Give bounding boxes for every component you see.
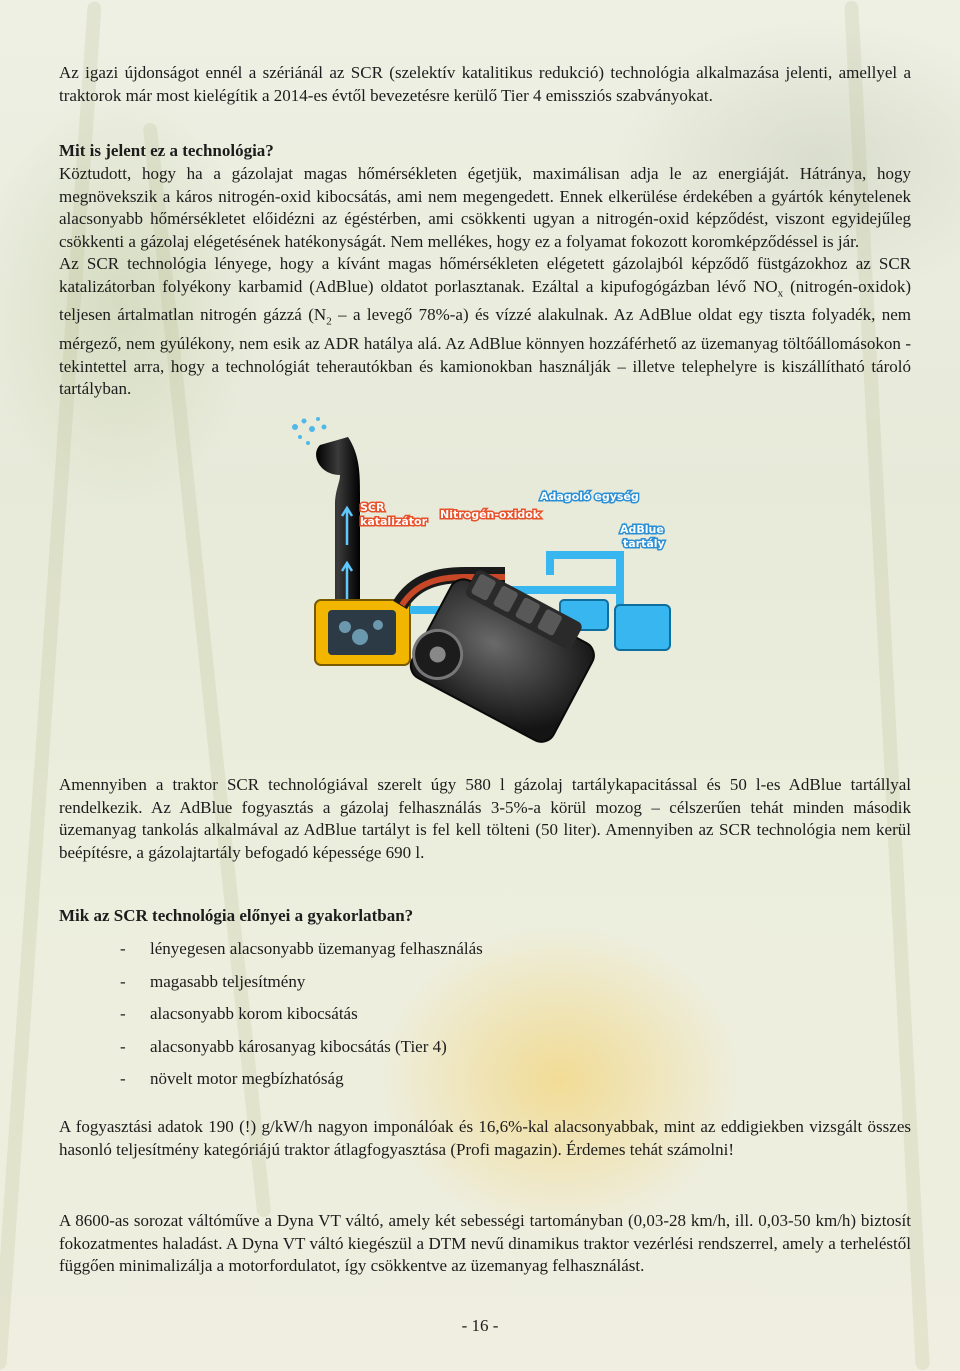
label-scr: SCR	[360, 501, 385, 514]
intro-text: Az igazi újdonságot ennél a szériánál az SCR (szelektív katalitikus redukció) technológia alkalmazása jelenti, amellyel a traktorok már most kielégítik a 2014-es évtől bevezetésre kerülő Tier 4 emissziós szabványokat.	[59, 63, 911, 105]
label-scr-catalyst: katalizátor	[360, 515, 428, 528]
list-item: - alacsonyabb korom kibocsátás	[120, 1004, 358, 1023]
list-item: - alacsonyabb károsanyag kibocsátás (Tier 4)	[120, 1036, 447, 1056]
section-technology	[59, 140, 911, 401]
advantages-list	[120, 938, 483, 1101]
capacity-text: Amennyiben a traktor SCR technológiával szerelt úgy 580 l gázolaj tartálykapacitással és 50 l-es AdBlue tartállyal rendelkezik. Az AdBlue fogyasztás a gázolaj felhasználás 3-5%-a körül mozog – célszerűen tehát minden második üzemanyag tankolás alkalmával az AdBlue tartályt is fel kell tölteni (50 liter). Amennyiben az SCR technológia nem kerül beépítésre, a gázolajtartály befogadó képessége 690 l.	[59, 775, 911, 862]
label-adblue-tank: tartály	[623, 537, 665, 550]
exhaust-pipe	[316, 437, 360, 615]
consumption-text: A fogyasztási adatok 190 (!) g/kW/h nagyon imponálóak és 16,6%-kal alacsonyabbak, mint az eddigiekben vizsgált összes hasonló teljesítmény kategóriájú traktor átlagfogyasztása (Profi magazin). Érdemes tehát számolni!	[59, 1117, 911, 1159]
list-item: - lényegesen alacsonyabb üzemanyag felhasználás	[120, 939, 483, 958]
intro-paragraph	[59, 62, 911, 107]
technology-paragraph-1: Köztudott, hogy ha a gázolajat magas hőmérsékleten égetjük, maximálisan adja le az energiáját. Hátránya, hogy megnövekszik a káros nitrogén-oxid kibocsátás, ami nem megengedett. Ennek elkerülése érdekében a gyártók kénytelenek alacsonyabb hőmérsékletet előidézni az égéstérben, ami csökkenti ugyan a nitrogén-oxid képződést, viszont egyidejűleg csökkenti a gázolaj elégetésének hatékonyságát. Nem mellékes, hogy ez a folyamat fokozott koromképződéssel is jár.	[59, 164, 911, 251]
consumption-paragraph	[59, 1116, 911, 1161]
list-item: - magasabb teljesítmény	[120, 971, 306, 991]
transmission-paragraph	[59, 1210, 911, 1278]
transmission-text: A 8600-as sorozat váltóműve a Dyna VT váltó, amely két sebességi tartományban (0,03-28 km/h, ill. 0,03-50 km/h) biztosít fokozatmentes haladást. A Dyna VT váltó kiegészül a DTM nevű dinamikus traktor vezérlési rendszerrel, amely a terheléstől függően minimalizálja a motorfordulatot, így csökkentve az üzemanyag felhasználást.	[59, 1211, 911, 1275]
list-item: - növelt motor megbízhatóság	[120, 1069, 344, 1088]
adblue-tank	[615, 605, 670, 650]
label-dosing-unit: Adagoló egység	[540, 490, 639, 503]
section-advantages	[59, 905, 911, 927]
scr-system-illustration	[290, 415, 680, 775]
page-number: - 16 -	[461, 1316, 499, 1335]
label-adblue: AdBlue	[620, 523, 664, 536]
technology-paragraph-2: Az SCR technológia lényege, hogy a kívánt magas hőmérsékleten elégetett gázolajból képződő füstgázokhoz az SCR katalizátorban folyékony karbamid (AdBlue) oldatot porlasztanak. Ezáltal a kipufogógázban lévő $NO_x$ (nitrogén-oxidok) teljesen ártalmatlan nitrogén gázzá ($N_2$ – a levegő 78%-a) és vízzé alakulnak. Az AdBlue oldat egy tiszta folyadék, nem mérgező, nem gyúlékony, nem esik az ADR hatálya alá. Az AdBlue könnyen hozzáférhető az üzemanyag töltőállomásokon - tekintettel arra, hogy a technológiát teherautókban és kamionokban használják – illetve telephelyre is kiszállítható tároló tartályban.	[59, 254, 912, 399]
section-heading: Mit is jelent ez a technológia?	[59, 141, 274, 160]
label-nitrogen-oxides: Nitrogén-oxidok	[440, 508, 541, 521]
section-heading: Mik az SCR technológia előnyei a gyakorlatban?	[59, 906, 414, 925]
capacity-paragraph	[59, 774, 911, 864]
exhaust-spray	[292, 417, 327, 445]
